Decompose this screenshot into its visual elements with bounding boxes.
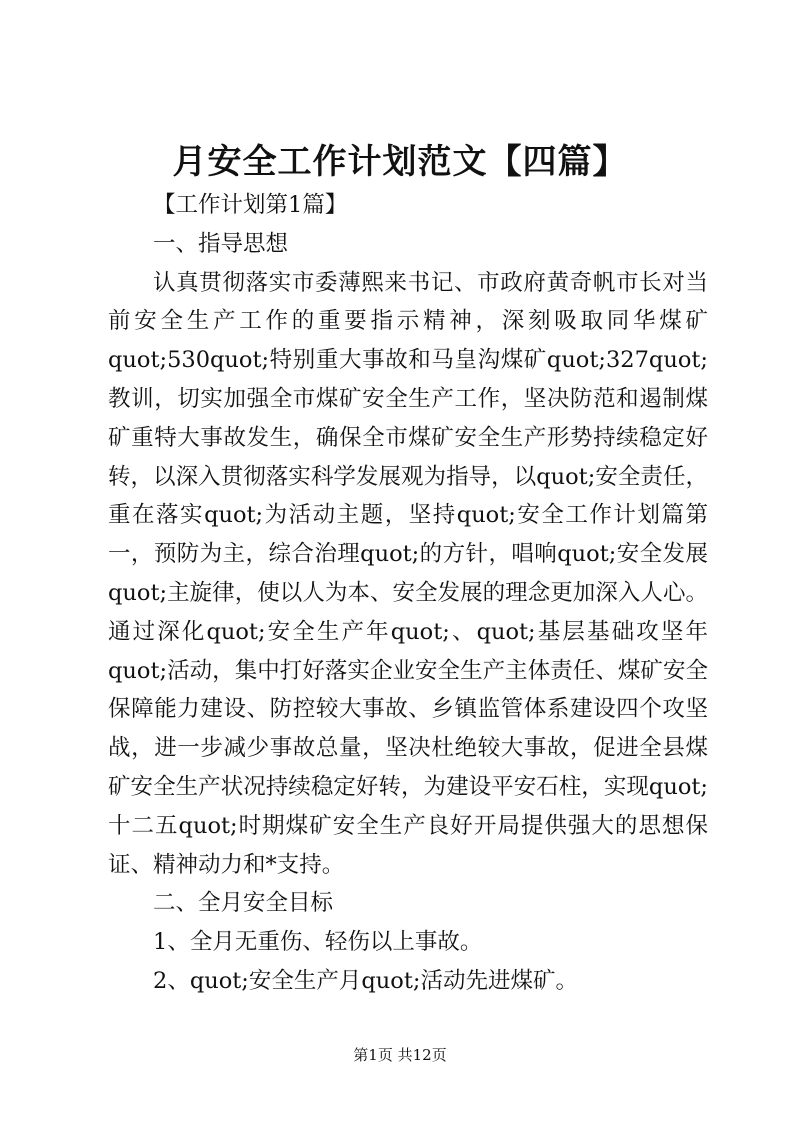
goal-item-1: 1、全月无重伤、轻伤以上事故。 <box>153 929 483 956</box>
document-body <box>108 186 708 1001</box>
page-number-footer: 第1页 共12页 <box>353 1046 447 1064</box>
goal-item-2: 2、quot;安全生产月quot;活动先进煤矿。 <box>153 967 578 994</box>
paragraph-guiding-ideology: 认真贯彻落实市委薄熙来书记、市政府黄奇帆市长对当前安全生产工作的重要指示精神，深刻吸取同华煤矿quot;530quot;特别重大事故和马皇沟煤矿quot;327quot;教训，切实加强全市煤矿安全生产工作，坚决防范和遏制煤矿重特大事故发生，确保全市煤矿安全生产形势持续稳定好转，以深入贯彻落实科学发展观为指导，以quot;安全责任，重在落实quot;为活动主题，坚持quot;安全工作计划篇第一，预防为主，综合治理quot;的方针，唱响quot;安全发展quot;主旋律，使以人为本、安全发展的理念更加深入人心。通过深化quot;安全生产年quot;、quot;基层基础攻坚年quot;活动，集中打好落实企业安全生产主体责任、煤矿安全保障能力建设、防控较大事故、乡镇监管体系建设四个攻坚战，进一步减少事故总量，坚决杜绝较大事故，促进全县煤矿安全生产状况持续稳定好转，为建设平安石柱，实现quot;十二五quot;时期煤矿安全生产良好开局提供强大的思想保证、精神动力和*支持。 <box>108 269 708 878</box>
document-title: 月安全工作计划范文【四篇】 <box>172 142 628 182</box>
section-heading-safety-goals: 二、全月安全目标 <box>153 890 334 917</box>
section-heading-plan-1: 【工作计划第1篇】 <box>153 192 348 218</box>
section-heading-guiding-ideology: 一、指导思想 <box>153 230 289 257</box>
